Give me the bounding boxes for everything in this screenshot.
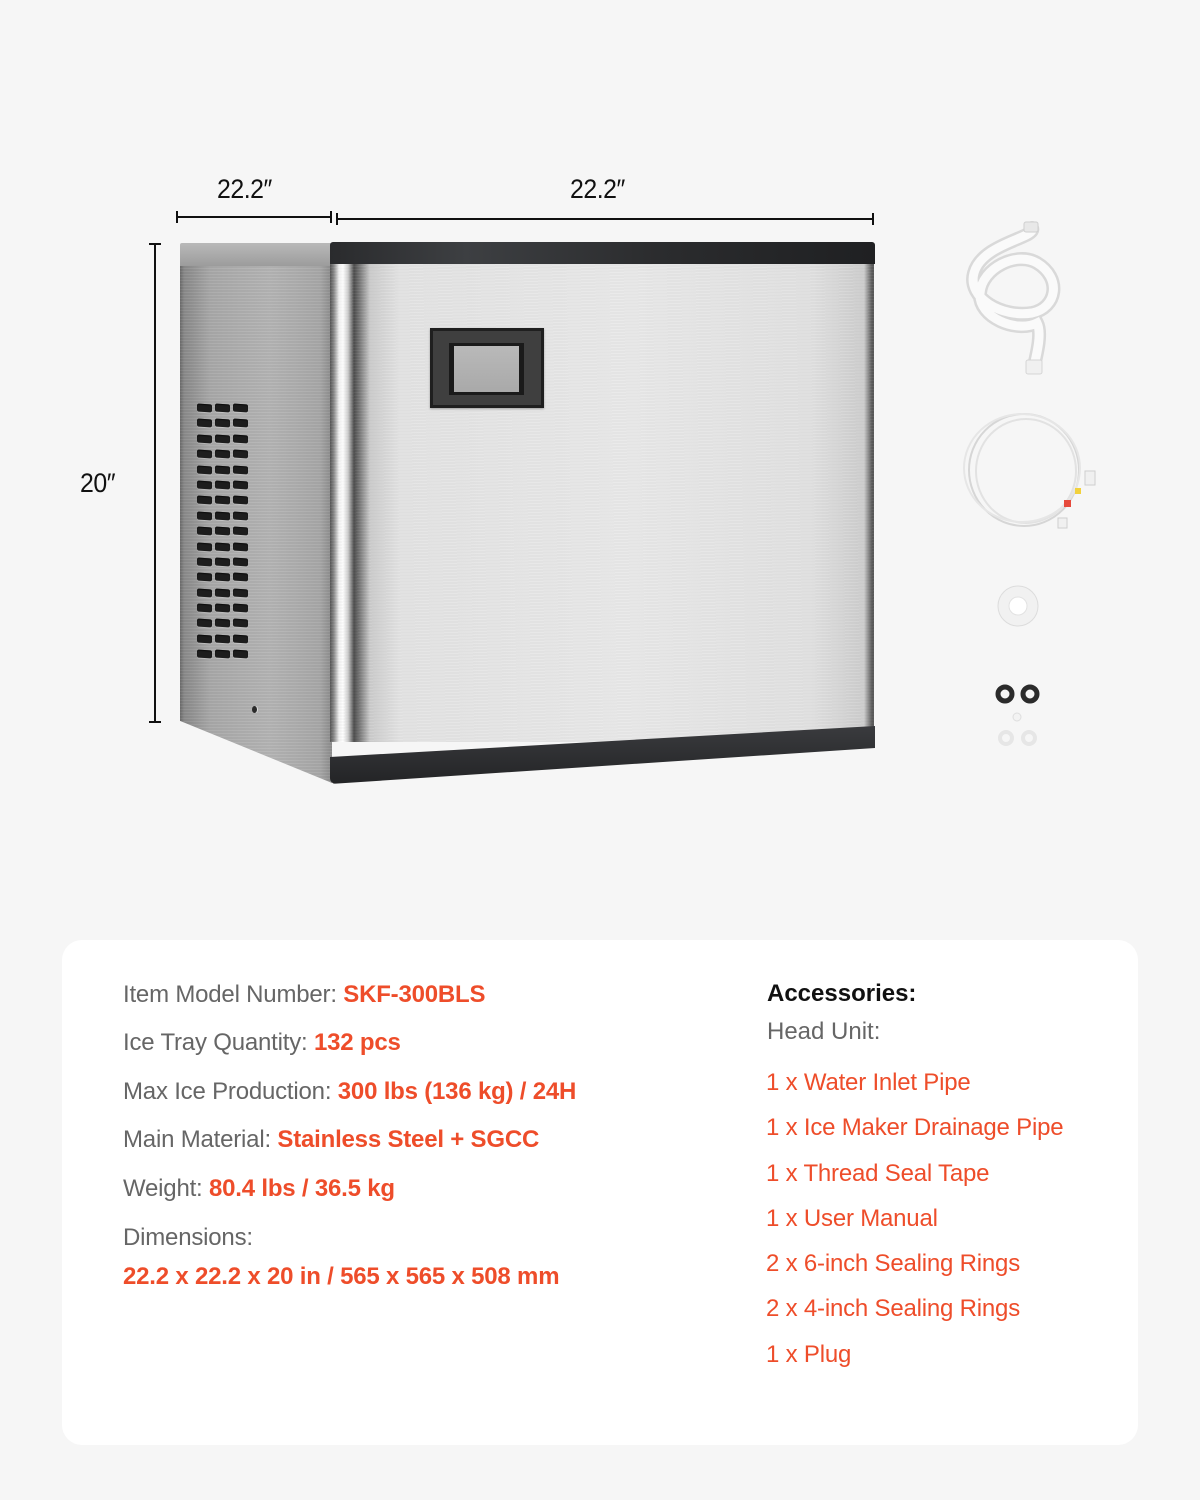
side-screw	[252, 706, 257, 713]
vent-slot	[233, 634, 248, 643]
width-dimension-line	[336, 218, 874, 220]
drainage-pipe-icon	[962, 218, 1062, 378]
vent-slot	[215, 557, 230, 566]
spec-value: SKF-300BLS	[343, 981, 486, 1008]
vent-slot	[197, 650, 212, 659]
spec-max-ice-production	[123, 1078, 576, 1106]
depth-dimension-label: 22.2″	[217, 174, 272, 204]
vent-slot	[215, 527, 230, 536]
vent-slot	[215, 604, 230, 613]
vent-slot	[197, 419, 212, 428]
spec-model-number	[123, 981, 485, 1009]
spec-value: Stainless Steel + SGCC	[277, 1126, 540, 1153]
accessory-item: 1 x Water Inlet Pipe	[766, 1069, 971, 1096]
vent-slot	[197, 480, 212, 489]
vent-slot	[197, 403, 212, 412]
spec-dimensions-value: 22.2 x 22.2 x 20 in / 565 x 565 x 508 mm	[123, 1263, 560, 1290]
vent-slot	[233, 557, 248, 566]
width-dimension-label: 22.2″	[570, 174, 625, 204]
vent-slot	[197, 527, 212, 536]
accessory-item: 1 x Thread Seal Tape	[766, 1159, 990, 1187]
vent-slot	[215, 419, 230, 428]
vent-slot	[233, 573, 248, 582]
vent-slot	[215, 496, 230, 505]
spec-label: Max Ice Production:	[123, 1078, 338, 1105]
vent-slot	[197, 557, 212, 566]
spec-main-material	[123, 1126, 539, 1154]
spec-value: 132 pcs	[313, 1029, 401, 1056]
accessory-item: 1 x Plug	[766, 1340, 852, 1368]
spec-ice-tray-quantity	[123, 1029, 401, 1057]
accessory-item: 1 x Ice Maker Drainage Pipe	[766, 1114, 1064, 1142]
vent-slot	[215, 465, 230, 474]
vent-slot	[197, 634, 212, 643]
vent-slot	[215, 588, 230, 597]
vent-slot	[233, 650, 248, 659]
vent-slot	[215, 403, 230, 412]
vent-slot	[215, 434, 230, 443]
vent-slot	[233, 511, 248, 520]
vent-slot	[197, 496, 212, 505]
accessories-subtitle: Head Unit:	[767, 1018, 881, 1045]
spec-label: Item Model Number:	[123, 981, 344, 1008]
height-dimension-line	[154, 243, 156, 723]
vent-slot	[197, 588, 212, 597]
vent-slot	[197, 511, 212, 520]
vent-slot	[233, 496, 248, 505]
accessory-item: 2 x 6-inch Sealing Rings	[766, 1250, 1021, 1278]
control-panel	[430, 328, 544, 408]
control-display-screen	[449, 343, 524, 395]
vent-slot	[233, 403, 248, 412]
spec-label: Dimensions:	[123, 1224, 253, 1251]
accessories-list	[766, 1067, 1063, 1384]
vent-slot	[233, 419, 248, 428]
vent-slot	[197, 573, 212, 582]
vent-slot	[215, 634, 230, 643]
vent-slot	[215, 511, 230, 520]
vent-slot	[197, 465, 212, 474]
vent-slot	[215, 619, 230, 628]
vent-slot	[233, 542, 248, 551]
thread-seal-tape-icon	[995, 583, 1041, 629]
vent-slot	[215, 480, 230, 489]
vent-slot	[233, 588, 248, 597]
side-top-edge	[180, 243, 332, 266]
spec-label: Weight:	[123, 1175, 209, 1202]
vent-slot	[215, 573, 230, 582]
accessory-item: 1 x User Manual	[766, 1204, 938, 1232]
vent-slot	[197, 604, 212, 613]
height-dimension-label: 20″	[80, 468, 116, 498]
accessory-item: 2 x 4-inch Sealing Rings	[766, 1295, 1021, 1323]
front-panel	[330, 264, 874, 742]
depth-dimension-line	[176, 216, 332, 218]
vent-slot	[233, 604, 248, 613]
vent-slot	[215, 450, 230, 459]
spec-label: Main Material:	[123, 1126, 278, 1153]
vent-slot	[233, 434, 248, 443]
spec-dimensions	[123, 1224, 253, 1252]
spec-label: Ice Tray Quantity:	[123, 1029, 314, 1056]
vent-slot	[197, 542, 212, 551]
vent-slot	[233, 619, 248, 628]
vent-slot	[233, 450, 248, 459]
vent-slot	[197, 619, 212, 628]
front-top-trim	[330, 242, 875, 264]
vent-slot	[233, 480, 248, 489]
spec-value: 300 lbs (136 kg) / 24H	[337, 1078, 577, 1105]
side-vent-grille	[197, 404, 248, 658]
vent-slot	[233, 465, 248, 474]
water-inlet-pipe-icon	[962, 408, 1102, 548]
vent-slot	[215, 650, 230, 659]
accessories-title: Accessories:	[767, 980, 917, 1007]
spec-value: 80.4 lbs / 36.5 kg	[209, 1175, 395, 1202]
vent-slot	[215, 542, 230, 551]
spec-weight	[123, 1175, 395, 1203]
vent-slot	[197, 450, 212, 459]
vent-slot	[197, 434, 212, 443]
sealing-rings-icon	[995, 682, 1045, 752]
vent-slot	[233, 527, 248, 536]
